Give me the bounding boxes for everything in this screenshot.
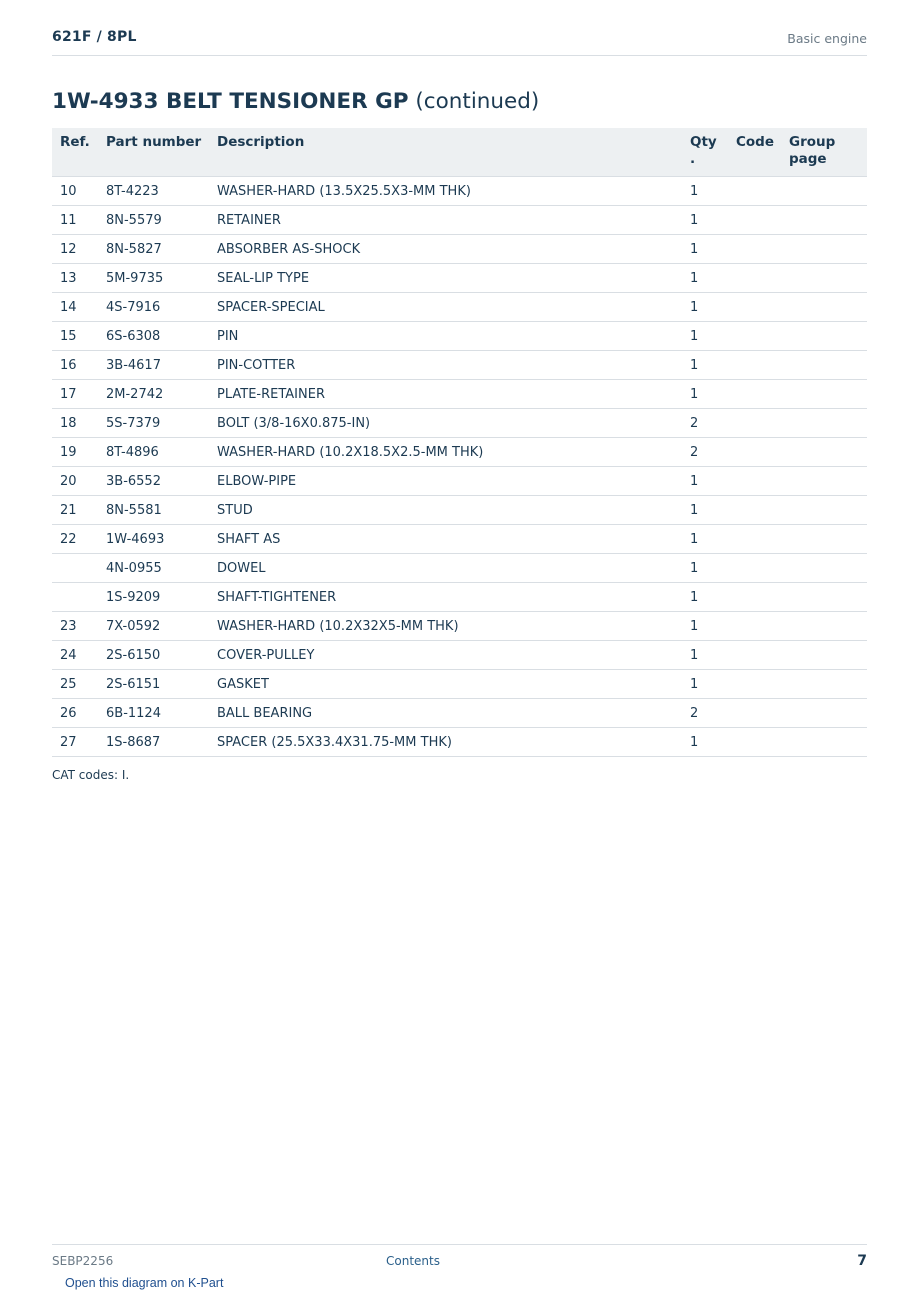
- part-number-cell: 2M-2742: [106, 380, 217, 409]
- part-number-cell: 6B-1124: [106, 699, 217, 728]
- ref-cell: 24: [52, 641, 106, 670]
- code-cell: [736, 293, 789, 322]
- table-row: [52, 583, 867, 612]
- part-number-cell: 3B-6552: [106, 467, 217, 496]
- group-page-cell: [789, 641, 867, 670]
- description-cell: PIN: [217, 322, 690, 351]
- machine-model: 621F / 8PL: [52, 29, 137, 45]
- qty-cell: 1: [690, 235, 736, 264]
- group-page-cell: [789, 177, 867, 206]
- parts-table-body: [52, 177, 867, 757]
- description-cell: STUD: [217, 496, 690, 525]
- table-row: [52, 612, 867, 641]
- code-cell: [736, 322, 789, 351]
- code-cell: [736, 670, 789, 699]
- part-number-cell: 1W-4693: [106, 525, 217, 554]
- code-cell: [736, 264, 789, 293]
- code-cell: [736, 612, 789, 641]
- section-name: Basic engine: [787, 31, 867, 46]
- description-cell: COVER-PULLEY: [217, 641, 690, 670]
- group-page-cell: [789, 380, 867, 409]
- group-page-cell: [789, 264, 867, 293]
- ref-cell: 15: [52, 322, 106, 351]
- description-cell: PLATE-RETAINER: [217, 380, 690, 409]
- qty-cell: 1: [690, 467, 736, 496]
- code-cell: [736, 206, 789, 235]
- ref-cell: [52, 554, 106, 583]
- ref-cell: 14: [52, 293, 106, 322]
- table-row: [52, 380, 867, 409]
- code-cell: [736, 380, 789, 409]
- column-header-group-page: Group page: [789, 128, 867, 177]
- part-number-cell: 1S-8687: [106, 728, 217, 757]
- code-cell: [736, 438, 789, 467]
- qty-cell: 1: [690, 641, 736, 670]
- ref-cell: 16: [52, 351, 106, 380]
- group-page-cell: [789, 699, 867, 728]
- qty-cell: 1: [690, 264, 736, 293]
- table-row: [52, 641, 867, 670]
- table-row: [52, 438, 867, 467]
- description-cell: SPACER-SPECIAL: [217, 293, 690, 322]
- table-row: [52, 670, 867, 699]
- group-page-cell: [789, 583, 867, 612]
- code-cell: [736, 728, 789, 757]
- column-header-part-number: Part number: [106, 128, 217, 177]
- description-cell: WASHER-HARD (10.2X18.5X2.5-MM THK): [217, 438, 690, 467]
- qty-cell: 1: [690, 177, 736, 206]
- part-number-cell: 5M-9735: [106, 264, 217, 293]
- open-diagram-kpart-link[interactable]: Open this diagram on K-Part: [65, 1276, 224, 1290]
- group-page-cell: [789, 351, 867, 380]
- part-group-title: 1W-4933 BELT TENSIONER GP: [52, 89, 409, 114]
- table-row: [52, 467, 867, 496]
- ref-cell: 18: [52, 409, 106, 438]
- description-cell: ABSORBER AS-SHOCK: [217, 235, 690, 264]
- ref-cell: 23: [52, 612, 106, 641]
- cat-codes-note: CAT codes: I.: [52, 768, 130, 782]
- code-cell: [736, 699, 789, 728]
- code-cell: [736, 467, 789, 496]
- group-page-cell: [789, 612, 867, 641]
- table-row: [52, 264, 867, 293]
- ref-cell: 25: [52, 670, 106, 699]
- qty-cell: 1: [690, 293, 736, 322]
- qty-cell: 1: [690, 380, 736, 409]
- group-page-cell: [789, 670, 867, 699]
- description-cell: SPACER (25.5X33.4X31.75-MM THK): [217, 728, 690, 757]
- qty-cell: 1: [690, 525, 736, 554]
- ref-cell: 27: [52, 728, 106, 757]
- table-row: [52, 554, 867, 583]
- page-number: 7: [857, 1253, 867, 1269]
- table-row: [52, 235, 867, 264]
- part-number-cell: 8N-5827: [106, 235, 217, 264]
- qty-cell: 1: [690, 496, 736, 525]
- group-page-cell: [789, 467, 867, 496]
- ref-cell: 10: [52, 177, 106, 206]
- qty-cell: 1: [690, 351, 736, 380]
- code-cell: [736, 583, 789, 612]
- ref-cell: [52, 583, 106, 612]
- code-cell: [736, 177, 789, 206]
- table-row: [52, 728, 867, 757]
- description-cell: BALL BEARING: [217, 699, 690, 728]
- part-number-cell: 3B-4617: [106, 351, 217, 380]
- part-number-cell: 8T-4223: [106, 177, 217, 206]
- parts-table-header: [52, 128, 867, 177]
- column-header-ref: Ref.: [52, 128, 106, 177]
- ref-cell: 19: [52, 438, 106, 467]
- part-number-cell: 2S-6150: [106, 641, 217, 670]
- table-row: [52, 177, 867, 206]
- part-number-cell: 8T-4896: [106, 438, 217, 467]
- table-row: [52, 293, 867, 322]
- table-row: [52, 699, 867, 728]
- group-page-cell: [789, 206, 867, 235]
- description-cell: SHAFT-TIGHTENER: [217, 583, 690, 612]
- part-number-cell: 4S-7916: [106, 293, 217, 322]
- code-cell: [736, 235, 789, 264]
- page-header: [52, 28, 867, 56]
- qty-cell: 1: [690, 583, 736, 612]
- group-page-cell: [789, 525, 867, 554]
- ref-cell: 11: [52, 206, 106, 235]
- qty-cell: 1: [690, 728, 736, 757]
- group-page-cell: [789, 496, 867, 525]
- description-cell: WASHER-HARD (13.5X25.5X3-MM THK): [217, 177, 690, 206]
- qty-cell: 2: [690, 409, 736, 438]
- qty-cell: 1: [690, 206, 736, 235]
- qty-cell: 1: [690, 670, 736, 699]
- ref-cell: 13: [52, 264, 106, 293]
- document-id: SEBP2256: [52, 1254, 114, 1268]
- code-cell: [736, 554, 789, 583]
- qty-cell: 1: [690, 554, 736, 583]
- group-page-cell: [789, 293, 867, 322]
- group-page-cell: [789, 728, 867, 757]
- description-cell: GASKET: [217, 670, 690, 699]
- table-row: [52, 525, 867, 554]
- code-cell: [736, 409, 789, 438]
- description-cell: WASHER-HARD (10.2X32X5-MM THK): [217, 612, 690, 641]
- ref-cell: 26: [52, 699, 106, 728]
- code-cell: [736, 525, 789, 554]
- description-cell: ELBOW-PIPE: [217, 467, 690, 496]
- group-page-cell: [789, 438, 867, 467]
- ref-cell: 12: [52, 235, 106, 264]
- group-page-cell: [789, 235, 867, 264]
- ref-cell: 21: [52, 496, 106, 525]
- part-number-cell: 7X-0592: [106, 612, 217, 641]
- table-row: [52, 351, 867, 380]
- table-row: [52, 496, 867, 525]
- description-cell: PIN-COTTER: [217, 351, 690, 380]
- group-page-cell: [789, 409, 867, 438]
- part-number-cell: 5S-7379: [106, 409, 217, 438]
- description-cell: RETAINER: [217, 206, 690, 235]
- ref-cell: 17: [52, 380, 106, 409]
- code-cell: [736, 351, 789, 380]
- part-number-cell: 2S-6151: [106, 670, 217, 699]
- column-header-qty: Qty .: [690, 128, 736, 177]
- group-page-cell: [789, 554, 867, 583]
- code-cell: [736, 496, 789, 525]
- description-cell: DOWEL: [217, 554, 690, 583]
- column-header-code: Code: [736, 128, 789, 177]
- ref-cell: 20: [52, 467, 106, 496]
- part-number-cell: 8N-5581: [106, 496, 217, 525]
- title-suffix: (continued): [415, 89, 540, 114]
- qty-cell: 2: [690, 438, 736, 467]
- description-cell: SHAFT AS: [217, 525, 690, 554]
- qty-cell: 1: [690, 612, 736, 641]
- column-header-description: Description: [217, 128, 690, 177]
- qty-cell: 1: [690, 322, 736, 351]
- table-row: [52, 409, 867, 438]
- contents-link[interactable]: Contents: [386, 1254, 440, 1268]
- page-title: [52, 89, 539, 114]
- part-number-cell: 6S-6308: [106, 322, 217, 351]
- table-row: [52, 206, 867, 235]
- part-number-cell: 8N-5579: [106, 206, 217, 235]
- group-page-cell: [789, 322, 867, 351]
- description-cell: BOLT (3/8-16X0.875-IN): [217, 409, 690, 438]
- code-cell: [736, 641, 789, 670]
- parts-table: [52, 128, 867, 757]
- part-number-cell: 1S-9209: [106, 583, 217, 612]
- table-row: [52, 322, 867, 351]
- ref-cell: 22: [52, 525, 106, 554]
- description-cell: SEAL-LIP TYPE: [217, 264, 690, 293]
- part-number-cell: 4N-0955: [106, 554, 217, 583]
- qty-cell: 2: [690, 699, 736, 728]
